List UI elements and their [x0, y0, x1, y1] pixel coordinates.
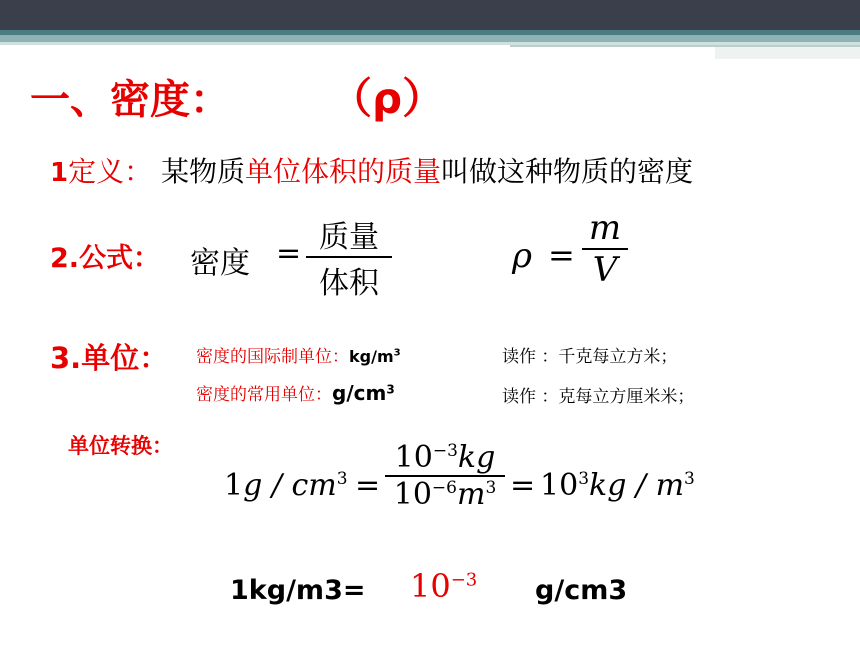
formula-word-numerator: 质量 [319, 220, 379, 255]
conversion-rhs-exponent: 3 [578, 469, 590, 489]
conversion-denominator [394, 477, 497, 512]
definition-suffix: 叫做这种物质的密度 [441, 155, 694, 188]
unit-label: 3.单位： [50, 341, 169, 375]
definition-highlight: 单位体积的质量 [245, 155, 442, 188]
header-stripe-teal [0, 35, 860, 42]
definition-number: 1 [50, 158, 69, 188]
formula-label: 2.公式： [50, 243, 161, 274]
final-answer-base: 10 [410, 567, 451, 605]
unit-si-read: 千克每立方米； [558, 347, 678, 367]
conversion-denominator-unit: m [456, 477, 486, 512]
unit-si-value: kg/m [349, 347, 394, 366]
unit-si-reading [502, 342, 677, 367]
conversion-rhs [540, 468, 695, 503]
header-corner [715, 45, 860, 59]
slide-title: 一、密度： [30, 77, 230, 123]
conversion-label: 单位转换： [68, 434, 173, 458]
formula-word-denominator: 体积 [319, 266, 379, 301]
conversion-denominator-base: 10 [393, 477, 432, 512]
conversion-rhs-base: 10 [540, 468, 579, 503]
unit-common-exponent: 3 [386, 382, 395, 397]
definition-prefix: 某物质 [161, 155, 246, 188]
unit-si-label: 密度的国际制单位： [196, 347, 349, 367]
conversion-lhs-exponent: 3 [336, 469, 348, 489]
unit-common-reading [502, 382, 694, 407]
conversion-lhs [224, 468, 348, 503]
title-symbol: （ρ） [330, 74, 445, 123]
formula-word-fraction [306, 212, 392, 302]
conversion-eq-1: = [355, 468, 381, 503]
final-answer [410, 567, 477, 605]
formula-symbol-eq: = [548, 236, 575, 274]
conversion-lhs-number: 1 [224, 468, 244, 503]
formula-symbol-fraction [582, 208, 628, 290]
final-answer-exponent: −3 [450, 569, 478, 591]
header-bar [0, 0, 860, 30]
unit-common-read-label: 读作 ： [502, 387, 559, 407]
formula-symbol-numerator: m [588, 208, 622, 248]
formula-word-eq: = [276, 236, 302, 271]
conversion-lhs-unit: g / cm [243, 468, 337, 503]
conversion-eq-2: = [510, 468, 536, 503]
conversion-numerator [395, 440, 496, 475]
conversion-rhs-unit: kg / m [589, 468, 685, 503]
unit-common-value: g/cm [332, 381, 387, 405]
unit-si-exponent: 3 [393, 347, 401, 359]
conversion-fraction [385, 440, 505, 512]
formula-symbol-lhs: ρ [512, 236, 532, 276]
conversion-numerator-base: 10 [394, 440, 433, 475]
unit-si-line [196, 342, 401, 367]
conversion-denominator-unit-exponent: 3 [485, 478, 497, 498]
conversion-denominator-exponent: −6 [431, 478, 457, 498]
unit-common-label: 密度的常用单位： [196, 385, 332, 405]
conversion-numerator-unit: kg [457, 440, 496, 475]
formula-symbol-denominator: V [592, 250, 618, 290]
definition-label: 定义： [68, 155, 153, 188]
conversion-numerator-exponent: −3 [432, 441, 458, 461]
final-line [230, 575, 365, 606]
unit-common-line [196, 380, 395, 405]
unit-si-read-label: 读作 ： [502, 347, 559, 367]
conversion-rhs-unit-exponent: 3 [684, 469, 695, 489]
final-rhs: g/cm3 [535, 575, 628, 606]
unit-common-read: 克每立方厘米米； [558, 387, 695, 407]
formula-word-lhs: 密度 [190, 246, 250, 281]
final-lhs: 1kg/m3= [230, 575, 366, 606]
definition-line [50, 150, 693, 190]
header-corner-line [510, 45, 860, 47]
